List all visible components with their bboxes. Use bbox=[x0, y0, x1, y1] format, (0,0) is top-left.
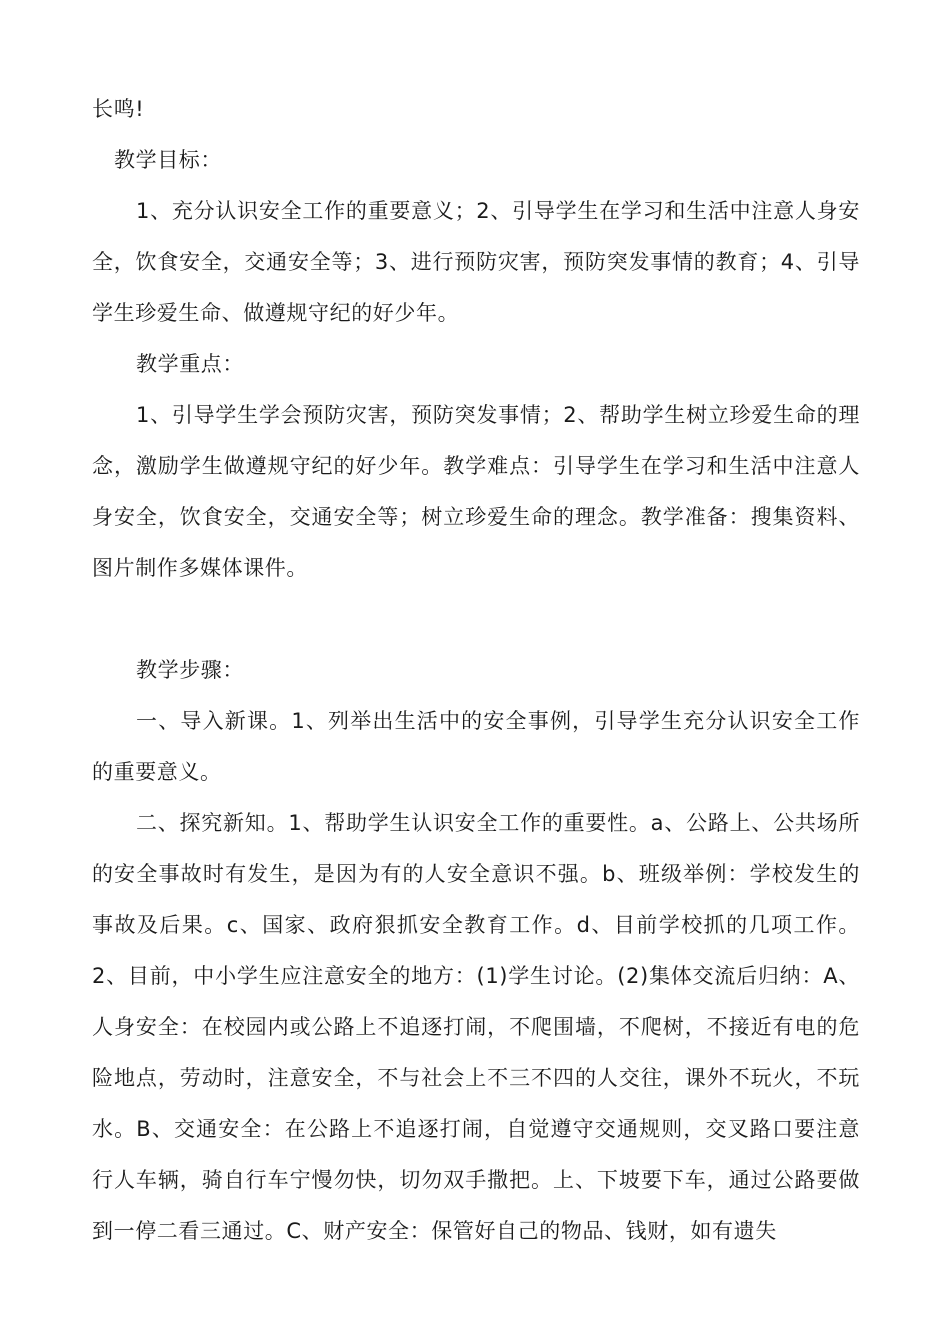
steps-heading: 教学步骤： bbox=[136, 658, 244, 682]
paragraph-spacer bbox=[92, 594, 860, 645]
key-points-heading: 教学重点： bbox=[136, 352, 244, 376]
step-one-paragraph: 一、导入新课。1、列举出生活中的安全事例，引导学生充分认识安全工作的重要意义。 bbox=[92, 709, 860, 784]
document-body bbox=[92, 84, 860, 1257]
continuation-text: 长鸣! bbox=[92, 97, 145, 121]
key-points-paragraph: 1、引导学生学会预防灾害，预防突发事情；2、帮助学生树立珍爱生命的理念，激励学生做遵规守纪的好少年。教学难点：引导学生在学习和生活中注意人身安全，饮食安全，交通安全等；树立珍爱生命的理念。教学准备：搜集资料、图片制作多媒体课件。 bbox=[92, 403, 860, 580]
goals-paragraph: 1、充分认识安全工作的重要意义；2、引导学生在学习和生活中注意人身安全，饮食安全，交通安全等；3、进行预防灾害，预防突发事情的教育；4、引导学生珍爱生命、做遵规守纪的好少年。 bbox=[92, 199, 860, 325]
step-two-paragraph: 二、探究新知。1、帮助学生认识安全工作的重要性。a、公路上、公共场所的安全事故时有发生，是因为有的人安全意识不强。b、班级举例：学校发生的事故及后果。c、国家、政府狠抓安全教育工作。d、目前学校抓的几项工作。2、目前，中小学生应注意安全的地方：(1)学生讨论。(2)集体交流后归纳：A、人身安全：在校园内或公路上不追逐打闹，不爬围墙，不爬树，不接近有电的危险地点，劳动时，注意安全，不与社会上不三不四的人交往，课外不玩火，不玩水。B、交通安全：在公路上不追逐打闹，自觉遵守交通规则，交叉路口要注意行人车辆，骑自行车宁慢勿快，切勿双手撒把。上、下坡要下车，通过公路要做到一停二看三通过。C、财产安全：保管好自己的物品、钱财，如有遗失 bbox=[92, 811, 860, 1243]
goals-heading: 教学目标： bbox=[114, 148, 222, 172]
